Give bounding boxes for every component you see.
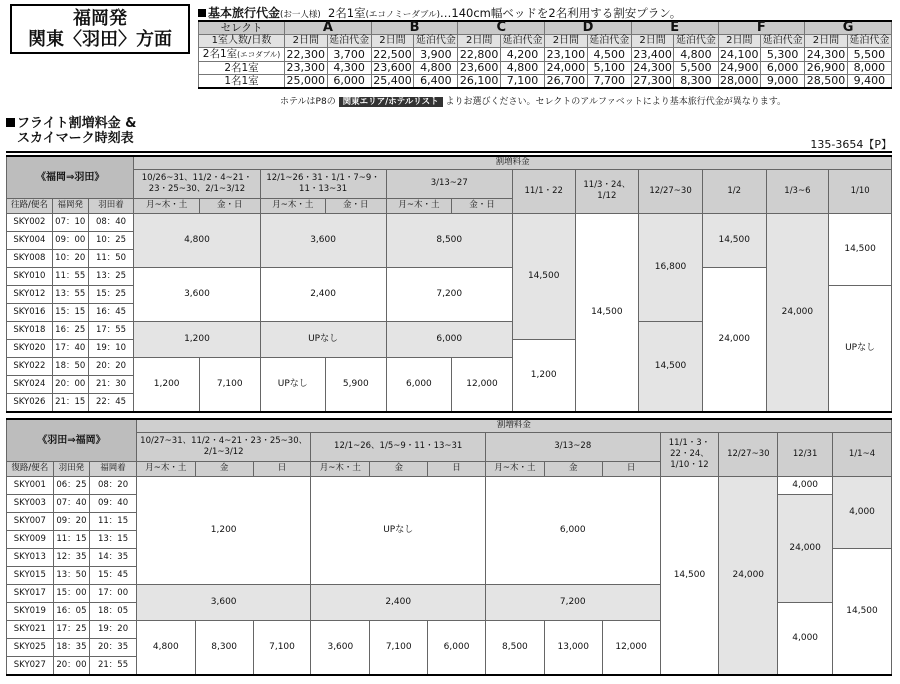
- dep-time: 09：00: [52, 231, 88, 249]
- base-row-single: [199, 75, 892, 89]
- dep-time: 21：15: [52, 393, 88, 412]
- letter-e: E: [631, 21, 718, 35]
- price-cell: 6,400: [414, 75, 458, 89]
- price-cell: 28,000: [718, 75, 761, 89]
- row-label: 2名1室: [199, 62, 285, 75]
- sunday-label: 日: [602, 461, 660, 476]
- letter-f: F: [718, 21, 805, 35]
- period-4: 11/1・22: [512, 169, 575, 213]
- price-cell: 4,800: [414, 62, 458, 75]
- surcharge-value: 14,500: [639, 321, 703, 412]
- surcharge-value: 3,600: [260, 213, 386, 267]
- dep-time: 10：20: [52, 249, 88, 267]
- period-3: 3/13~28: [485, 432, 660, 461]
- select-label: セレクト: [199, 21, 285, 35]
- row-label: 2名1室: [202, 48, 238, 60]
- dep-time: 20：00: [53, 656, 90, 675]
- surcharge-value: 24,000: [719, 476, 778, 675]
- price-cell: 3,700: [327, 48, 371, 62]
- row-label-small: (エコダブル): [237, 50, 281, 59]
- price-cell: 24,300: [805, 48, 848, 62]
- arr-time: 17：55: [88, 321, 134, 339]
- dep-time: 20：00: [52, 375, 88, 393]
- flight-heading-line2: スカイマーク時刻表: [17, 131, 134, 146]
- surcharge-value: UPなし: [829, 285, 892, 412]
- surcharge-value: 12,000: [452, 357, 513, 412]
- surcharge-value: 6,000: [386, 321, 512, 357]
- arr-time: 14：35: [90, 548, 137, 566]
- people-label: 1室人数/日数: [199, 35, 285, 48]
- surcharge-value: 4,000: [778, 476, 833, 494]
- outbound-table: [6, 155, 892, 413]
- surcharge-value: 7,200: [386, 267, 512, 321]
- flight-no: SKY009: [7, 530, 54, 548]
- period-9: 1/10: [829, 169, 892, 213]
- period-1: 10/26~31、11/2・4~21・23・25~30、2/1~3/12: [134, 169, 260, 198]
- return-table: [6, 418, 892, 676]
- col-ext: 延泊代金: [414, 35, 458, 48]
- period-6: 12/27~30: [639, 169, 703, 213]
- col-dep: 羽田発: [53, 461, 90, 476]
- base-desc-rest: …140cm幅ベッドを2名利用する割安プラン。: [439, 6, 682, 20]
- base-row-eco-double: [199, 48, 892, 62]
- sunday-label: 日: [428, 461, 486, 476]
- arr-time: 08：20: [90, 476, 137, 494]
- flight-no: SKY022: [7, 357, 53, 375]
- surcharge-value: 14,500: [833, 548, 892, 675]
- letter-a: A: [285, 21, 372, 35]
- flight-heading-line1: フライト割増料金 &: [17, 116, 137, 131]
- square-bullet-icon: [6, 118, 15, 127]
- flight-no: SKY020: [7, 339, 53, 357]
- dep-time: 11：15: [53, 530, 90, 548]
- col-ext: 延泊代金: [761, 35, 805, 48]
- price-cell: 22,500: [371, 48, 414, 62]
- weekend-label: 金・日: [199, 198, 260, 213]
- weekday-label: 月~木・土: [311, 461, 370, 476]
- col-days: 2日間: [371, 35, 414, 48]
- flight-no: SKY025: [7, 638, 54, 656]
- hotel-note-pre: ホテルはP8の: [280, 97, 336, 107]
- price-cell: 24,000: [545, 62, 588, 75]
- square-bullet-icon: [198, 9, 206, 17]
- surcharge-value: 4,000: [778, 602, 833, 675]
- base-price-heading: [198, 4, 681, 21]
- period-5: 12/27~30: [719, 432, 778, 476]
- col-flight: 往路/便名: [7, 198, 53, 213]
- price-cell: 9,400: [847, 75, 891, 89]
- friday-label: 金: [544, 461, 602, 476]
- price-cell: 24,300: [631, 62, 674, 75]
- page-title: [10, 4, 190, 54]
- arr-time: 20：35: [90, 638, 137, 656]
- surcharge-value: 16,800: [639, 213, 703, 321]
- price-cell: 8,000: [847, 62, 891, 75]
- arr-time: 21：30: [88, 375, 134, 393]
- flight-no: SKY021: [7, 620, 54, 638]
- surcharge-value: 1,200: [134, 357, 200, 412]
- col-dep: 福岡発: [52, 198, 88, 213]
- flight-no: SKY008: [7, 249, 53, 267]
- surcharge-value: 6,000: [485, 476, 660, 584]
- surcharge-value: 8,300: [195, 620, 253, 675]
- weekend-label: 金・日: [326, 198, 387, 213]
- surcharge-value: 4,000: [833, 476, 892, 548]
- price-cell: 26,700: [545, 75, 588, 89]
- surcharge-value: 14,500: [660, 476, 719, 675]
- surcharge-value: 7,100: [199, 357, 260, 412]
- period-6: 12/31: [778, 432, 833, 476]
- col-ext: 延泊代金: [327, 35, 371, 48]
- price-cell: 4,800: [674, 48, 718, 62]
- price-cell: 27,300: [631, 75, 674, 89]
- price-cell: 6,000: [761, 62, 805, 75]
- period-3: 3/13~27: [386, 169, 512, 198]
- flight-no: SKY004: [7, 231, 53, 249]
- dep-time: 13：50: [53, 566, 90, 584]
- flight-no: SKY003: [7, 494, 54, 512]
- price-cell: 23,100: [545, 48, 588, 62]
- surcharge-value: 24,000: [778, 494, 833, 602]
- surcharge-value: 3,600: [311, 620, 370, 675]
- price-cell: 23,300: [285, 62, 328, 75]
- arr-time: 11：15: [90, 512, 137, 530]
- arr-time: 17：00: [90, 584, 137, 602]
- price-cell: 4,200: [500, 48, 544, 62]
- flight-no: SKY024: [7, 375, 53, 393]
- title-line2: 関東〈羽田〉方面: [28, 29, 172, 50]
- divider: [6, 151, 892, 153]
- surcharge-value: 3,600: [134, 267, 260, 321]
- price-cell: 3,900: [414, 48, 458, 62]
- price-cell: 26,900: [805, 62, 848, 75]
- price-cell: 25,400: [371, 75, 414, 89]
- price-cell: 6,000: [327, 75, 371, 89]
- col-days: 2日間: [631, 35, 674, 48]
- price-cell: 5,500: [674, 62, 718, 75]
- flight-no: SKY001: [7, 476, 54, 494]
- dep-time: 09：20: [53, 512, 90, 530]
- period-1: 10/27~31、11/2・4~21・23・25~30、2/1~3/12: [136, 432, 311, 461]
- surcharge-value: 14,500: [575, 213, 639, 412]
- dep-time: 06：25: [53, 476, 90, 494]
- arr-time: 22：45: [88, 393, 134, 412]
- price-cell: 4,800: [500, 62, 544, 75]
- col-arr: 羽田着: [88, 198, 134, 213]
- price-cell: 23,400: [631, 48, 674, 62]
- flight-no: SKY015: [7, 566, 54, 584]
- dep-time: 17：25: [53, 620, 90, 638]
- letter-g: G: [805, 21, 892, 35]
- col-ext: 延泊代金: [500, 35, 544, 48]
- surcharge-value: 14,500: [512, 213, 575, 339]
- period-4: 11/1・3・22・24、1/10・12: [660, 432, 719, 476]
- surcharge-value: 7,100: [253, 620, 311, 675]
- arr-time: 10：25: [88, 231, 134, 249]
- arr-time: 13：15: [90, 530, 137, 548]
- weekday-label: 月~木・土: [136, 461, 195, 476]
- surcharge-value: 8,500: [386, 213, 512, 267]
- base-price-table: [198, 20, 892, 89]
- arr-time: 15：45: [90, 566, 137, 584]
- title-line1: 福岡発: [73, 8, 127, 29]
- dep-time: 07：10: [52, 213, 88, 231]
- surcharge-value: 12,000: [602, 620, 660, 675]
- period-2: 12/1~26、1/5~9・11・13~31: [311, 432, 486, 461]
- col-flight: 復路/便名: [7, 461, 54, 476]
- price-cell: 8,300: [674, 75, 718, 89]
- flight-no: SKY002: [7, 213, 53, 231]
- surcharge-value: 4,800: [134, 213, 260, 267]
- surcharge-value: 7,200: [485, 584, 660, 620]
- surcharge-value: 1,200: [134, 321, 260, 357]
- letter-d: D: [545, 21, 632, 35]
- surcharge-value: 1,200: [136, 476, 311, 584]
- dep-time: 18：35: [53, 638, 90, 656]
- col-arr: 福岡着: [90, 461, 137, 476]
- flight-no: SKY018: [7, 321, 53, 339]
- hotel-note-post: よりお選びください。セレクトのアルファベットにより基本旅行代金が異なります。: [445, 97, 787, 107]
- surcharge-value: 24,000: [766, 213, 829, 412]
- surcharge-value: 3,600: [136, 584, 311, 620]
- arr-time: 11：50: [88, 249, 134, 267]
- price-cell: 23,600: [371, 62, 414, 75]
- surcharge-value: 4,800: [136, 620, 195, 675]
- price-cell: 4,500: [587, 48, 631, 62]
- surcharge-value: 7,100: [370, 620, 428, 675]
- flight-no: SKY012: [7, 285, 53, 303]
- weekday-label: 月~木・土: [485, 461, 544, 476]
- dep-time: 18：50: [52, 357, 88, 375]
- price-cell: 22,300: [285, 48, 328, 62]
- outbound-route: 《福岡⇒羽田》: [7, 156, 134, 198]
- col-ext: 延泊代金: [587, 35, 631, 48]
- friday-label: 金: [370, 461, 428, 476]
- surcharge-label: 割増料金: [136, 419, 891, 432]
- surcharge-value: 24,000: [702, 267, 766, 412]
- arr-time: 13：25: [88, 267, 134, 285]
- weekday-label: 月~木・土: [386, 198, 452, 213]
- col-days: 2日間: [285, 35, 328, 48]
- arr-time: 19：20: [90, 620, 137, 638]
- surcharge-value: 1,200: [512, 339, 575, 412]
- letter-c: C: [458, 21, 545, 35]
- period-5: 11/3・24、1/12: [575, 169, 639, 213]
- dep-time: 17：40: [52, 339, 88, 357]
- arr-time: 20：20: [88, 357, 134, 375]
- dep-time: 13：55: [52, 285, 88, 303]
- price-cell: 5,500: [847, 48, 891, 62]
- dep-time: 12：35: [53, 548, 90, 566]
- dep-time: 15：00: [53, 584, 90, 602]
- arr-time: 21：55: [90, 656, 137, 675]
- col-ext: 延泊代金: [674, 35, 718, 48]
- col-days: 2日間: [545, 35, 588, 48]
- surcharge-value: 13,000: [544, 620, 602, 675]
- period-7: 1/1~4: [833, 432, 892, 476]
- arr-time: 15：25: [88, 285, 134, 303]
- arr-time: 08：40: [88, 213, 134, 231]
- arr-time: 16：45: [88, 303, 134, 321]
- period-7: 1/2: [702, 169, 766, 213]
- base-desc-small: (エコノミーダブル): [365, 10, 440, 20]
- price-cell: 25,000: [285, 75, 328, 89]
- surcharge-value: UPなし: [311, 476, 486, 584]
- weekday-label: 月~木・土: [260, 198, 325, 213]
- surcharge-value: UPなし: [260, 321, 386, 357]
- surcharge-value: 14,500: [702, 213, 766, 267]
- surcharge-label: 割増料金: [134, 156, 892, 169]
- flight-no: SKY019: [7, 602, 54, 620]
- period-8: 1/3~6: [766, 169, 829, 213]
- price-cell: 24,900: [718, 62, 761, 75]
- col-days: 2日間: [805, 35, 848, 48]
- period-2: 12/1~26・31・1/1・7~9・11・13~31: [260, 169, 386, 198]
- surcharge-value: UPなし: [260, 357, 325, 412]
- price-cell: 7,700: [587, 75, 631, 89]
- flight-no: SKY016: [7, 303, 53, 321]
- price-cell: 5,100: [587, 62, 631, 75]
- hotel-note: [280, 94, 786, 107]
- weekend-label: 金・日: [452, 198, 513, 213]
- product-code: 135-3654【P】: [810, 138, 892, 151]
- col-ext: 延泊代金: [847, 35, 891, 48]
- price-cell: 5,300: [761, 48, 805, 62]
- col-days: 2日間: [458, 35, 501, 48]
- flight-no: SKY010: [7, 267, 53, 285]
- price-cell: 26,100: [458, 75, 501, 89]
- flight-no: SKY013: [7, 548, 54, 566]
- surcharge-value: 2,400: [260, 267, 386, 321]
- row-label: 1名1室: [199, 75, 285, 89]
- col-days: 2日間: [718, 35, 761, 48]
- flight-no: SKY007: [7, 512, 54, 530]
- price-cell: 28,500: [805, 75, 848, 89]
- friday-label: 金: [195, 461, 253, 476]
- dep-time: 16：25: [52, 321, 88, 339]
- letter-b: B: [371, 21, 458, 35]
- price-cell: 7,100: [500, 75, 544, 89]
- dep-time: 16：05: [53, 602, 90, 620]
- surcharge-value: 14,500: [829, 213, 892, 285]
- return-route: 《羽田⇒福岡》: [7, 419, 137, 461]
- arr-time: 18：05: [90, 602, 137, 620]
- flight-no: SKY026: [7, 393, 53, 412]
- price-cell: 9,000: [761, 75, 805, 89]
- base-heading-text: 基本旅行代金: [208, 6, 281, 20]
- surcharge-value: 5,900: [326, 357, 387, 412]
- base-row-two-per-room: [199, 62, 892, 75]
- dep-time: 11：55: [52, 267, 88, 285]
- surcharge-value: 6,000: [386, 357, 452, 412]
- flight-heading: [6, 116, 136, 146]
- base-desc: 2名1室: [327, 6, 366, 20]
- surcharge-value: 6,000: [428, 620, 486, 675]
- base-per-person: (お一人様): [280, 10, 321, 20]
- dep-time: 07：40: [53, 494, 90, 512]
- surcharge-value: 2,400: [311, 584, 486, 620]
- price-cell: 24,100: [718, 48, 761, 62]
- surcharge-value: 8,500: [485, 620, 544, 675]
- hotel-list-tag: 関東エリア/ホテルリスト: [339, 97, 443, 107]
- sunday-label: 日: [253, 461, 311, 476]
- arr-time: 19：10: [88, 339, 134, 357]
- dep-time: 15：15: [52, 303, 88, 321]
- arr-time: 09：40: [90, 494, 137, 512]
- weekday-label: 月~木・土: [134, 198, 200, 213]
- price-cell: 22,800: [458, 48, 501, 62]
- price-cell: 4,300: [327, 62, 371, 75]
- flight-no: SKY017: [7, 584, 54, 602]
- price-cell: 23,600: [458, 62, 501, 75]
- flight-no: SKY027: [7, 656, 54, 675]
